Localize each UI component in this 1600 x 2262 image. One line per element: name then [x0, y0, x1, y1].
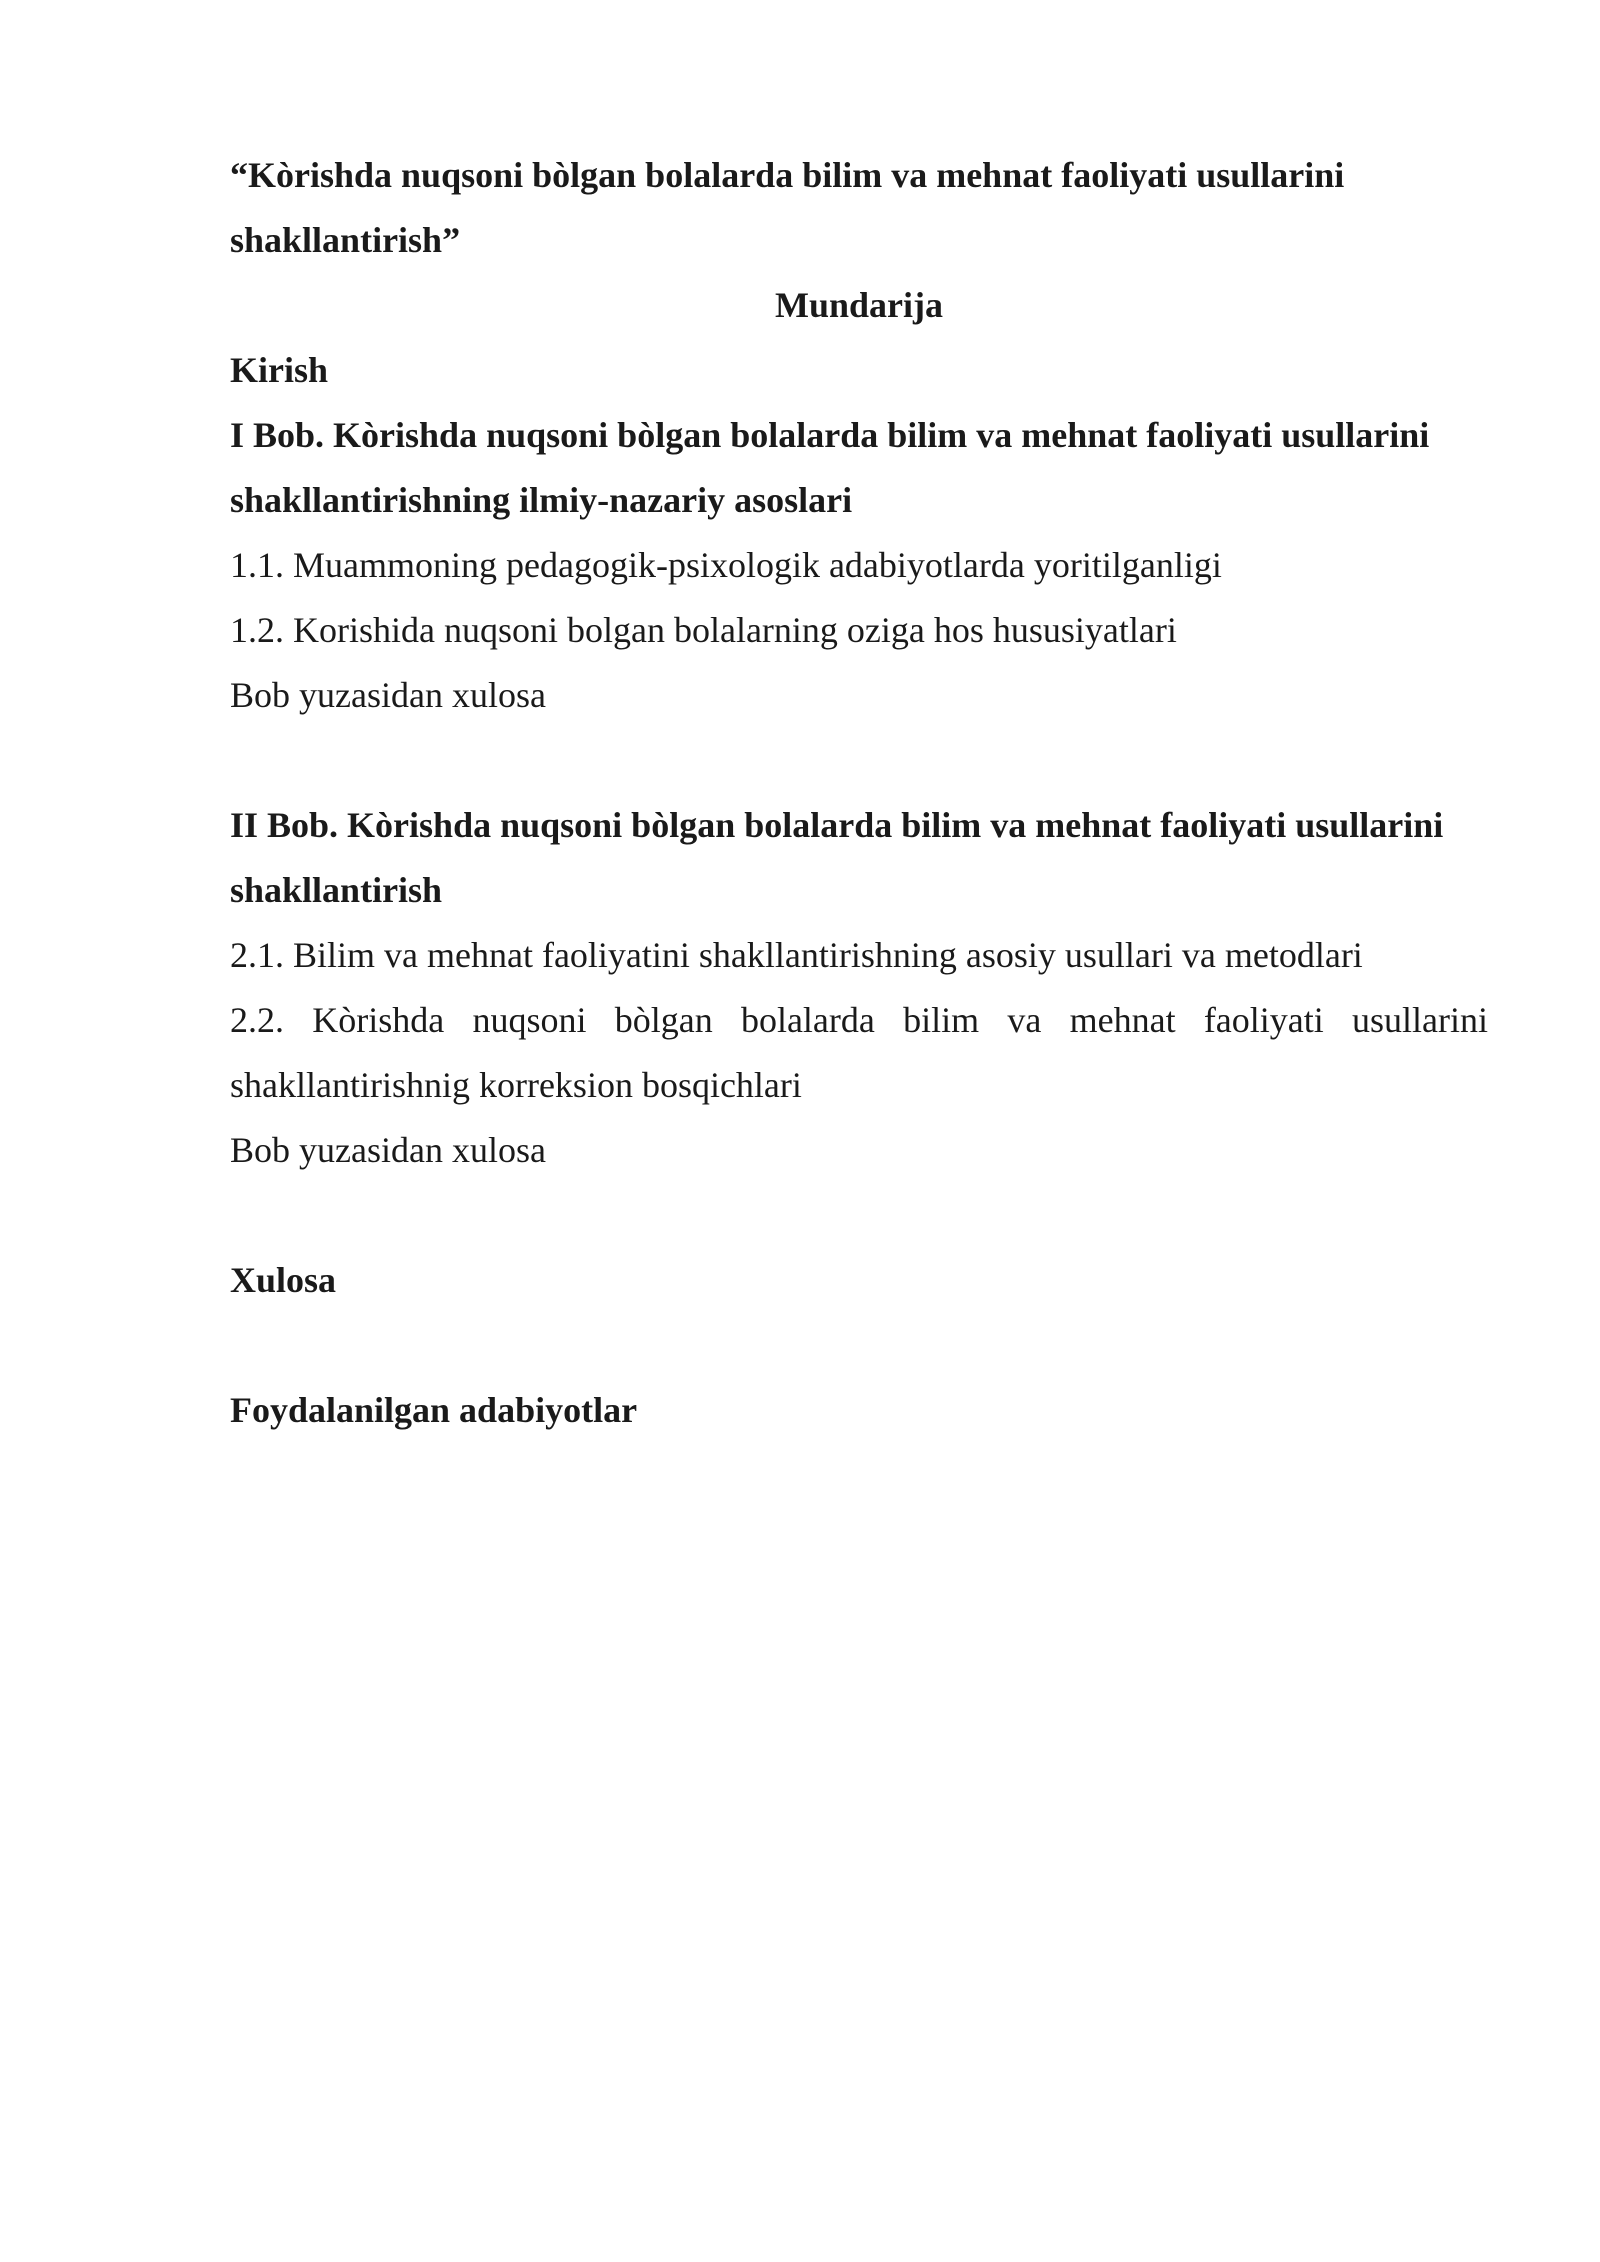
toc-chapter-1-title-line-2: shakllantirishning ilmiy-nazariy asoslari: [230, 480, 853, 520]
toc-section-2-1: 2.1. Bilim va mehnat faoliyatini shakllantirishning asosiy usullari va metodlari: [230, 935, 1363, 975]
spacer: [230, 1183, 1488, 1248]
toc-chapter-1-title-line-1: I Bob. Kòrishda nuqsoni bòlgan bolalarda bilim va mehnat faoliyati usullarini: [230, 415, 1430, 455]
toc-section-1-1: 1.1. Muammoning pedagogik-psixologik adabiyotlarda yoritilganligi: [230, 545, 1222, 585]
toc-references: Foydalanilgan adabiyotlar: [230, 1390, 638, 1430]
toc-intro: Kirish: [230, 350, 329, 390]
toc-chapter-2-title-line-1: II Bob. Kòrishda nuqsoni bòlgan bolalarda bilim va mehnat faoliyati usullarini: [230, 805, 1444, 845]
toc-conclusion: Xulosa: [230, 1260, 337, 1300]
toc-chapter-2-conclusion: Bob yuzasidan xulosa: [230, 1130, 546, 1170]
document-title-line-1: “Kòrishda nuqsoni bòlgan bolalarda bilim va mehnat faoliyati usullarini: [230, 155, 1345, 195]
toc-chapter-2-title-line-2: shakllantirish: [230, 870, 443, 910]
document-title-line-2: shakllantirish”: [230, 220, 461, 260]
contents-heading: Mundarija: [774, 285, 943, 325]
toc-section-1-2: 1.2. Korishida nuqsoni bolgan bolalarning oziga hos hususiyatlari: [230, 610, 1177, 650]
toc-section-2-2-line-2: shakllantirishnig korreksion bosqichlari: [230, 1065, 802, 1105]
toc-chapter-1-conclusion: Bob yuzasidan xulosa: [230, 675, 546, 715]
toc-section-2-2-line-1: 2.2. Kòrishda nuqsoni bòlgan bolalarda bilim va mehnat faoliyati usullarini: [230, 1000, 1488, 1040]
spacer: [230, 1313, 1488, 1378]
spacer: [230, 728, 1488, 793]
table-of-contents: [230, 143, 1488, 1443]
